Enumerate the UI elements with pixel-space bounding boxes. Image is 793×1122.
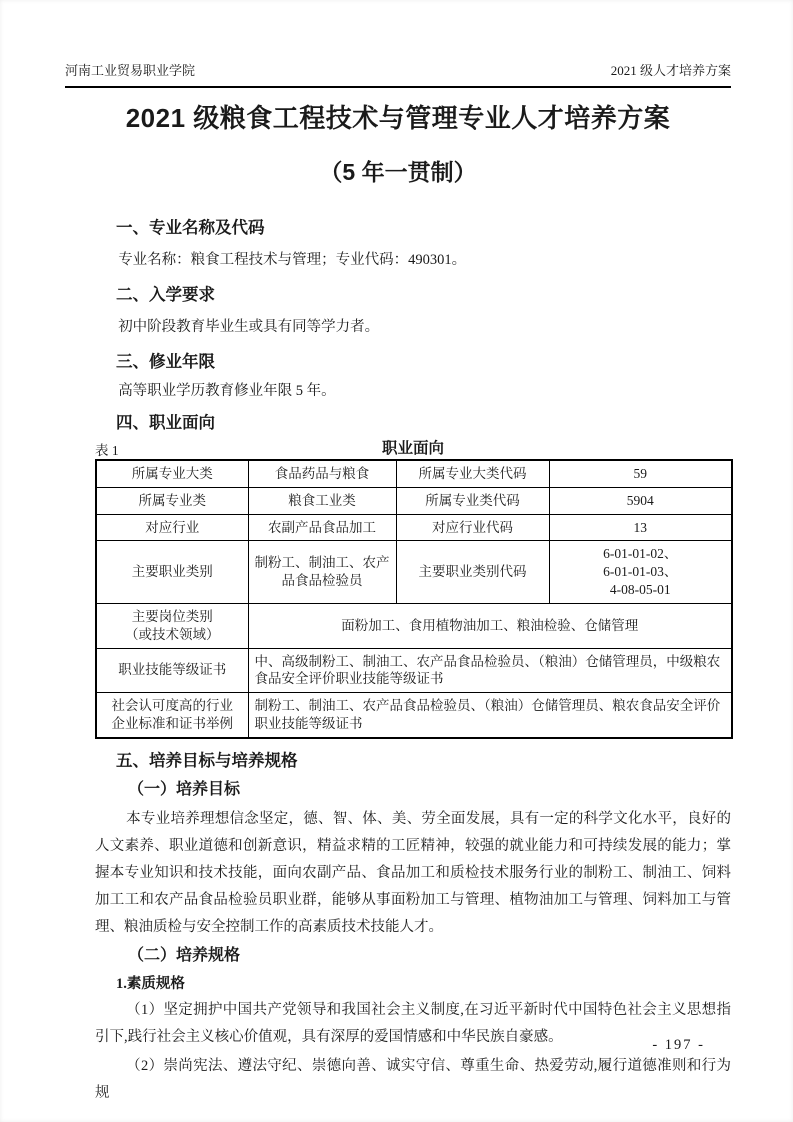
cell-label: 职业技能等级证书 bbox=[96, 648, 248, 693]
text-quality-spec-2: （2）崇尚宪法、遵法守纪、崇德向善、诚实守信、尊重生命、热爱劳动,履行道德准则和行为规 bbox=[95, 1057, 731, 1101]
text-entry-requirement: 初中阶段教育毕业生或具有同等学力者。 bbox=[118, 319, 380, 335]
cell-value: 农副产品食品加工 bbox=[248, 514, 396, 541]
cell-label: 主要职业类别 bbox=[96, 541, 248, 603]
cell-value: 制粉工、制油工、农产品食品检验员 bbox=[248, 541, 396, 603]
heading-quality-specs: 1.素质规格 bbox=[116, 975, 185, 992]
cell-code-value: 5904 bbox=[549, 487, 732, 514]
cell-code-label: 对应行业代码 bbox=[396, 514, 549, 541]
cell-code-label: 所属专业类代码 bbox=[396, 487, 549, 514]
cell-label: 所属专业类 bbox=[96, 487, 248, 514]
cell-label: 对应行业 bbox=[96, 514, 248, 541]
cell-code-value: 13 bbox=[549, 514, 732, 541]
table-number-label: 表 1 bbox=[95, 443, 119, 458]
heading-training-specs: （二）培养规格 bbox=[128, 946, 241, 964]
page-subtitle: （5 年一贯制） bbox=[319, 159, 477, 185]
cell-label: 主要岗位类别 （或技术领域） bbox=[96, 603, 248, 648]
header-school-name: 河南工业贸易职业学院 bbox=[65, 63, 196, 78]
cell-value: 食品药品与粮食 bbox=[248, 460, 396, 487]
heading-study-duration: 三、修业年限 bbox=[116, 353, 215, 371]
career-orientation-table bbox=[95, 459, 733, 739]
cell-label: 社会认可度高的行业 企业标准和证书举例 bbox=[96, 693, 248, 738]
table-row bbox=[96, 541, 732, 603]
table-row bbox=[96, 693, 732, 738]
heading-training-objectives: （一）培养目标 bbox=[128, 780, 241, 798]
page-number: - 197 - bbox=[652, 1037, 705, 1053]
table-row bbox=[96, 487, 732, 514]
text-quality-spec-1: （1）坚定拥护中国共产党领导和我国社会主义制度,在习近平新时代中国特色社会主义思想指引下,践行社会主义核心价值观，具有深厚的爱国情感和中华民族自豪感。 bbox=[95, 1001, 731, 1045]
header-doc-title: 2021 级人才培养方案 bbox=[610, 63, 731, 78]
cell-code-value: 6-01-01-02、 6-01-01-03、 4-08-05-01 bbox=[549, 541, 732, 603]
page-header bbox=[65, 62, 731, 80]
heading-training-objectives-specs: 五、培养目标与培养规格 bbox=[116, 751, 298, 770]
text-training-objectives: 本专业培养理想信念坚定，德、智、体、美、劳全面发展，具有一定的科学文化水平，良好的人文素养、职业道德和创新意识，精益求精的工匠精神，较强的就业能力和可持续发展的能力；掌握本专业知识和技术技能，面向农副产品、食品加工和质检技术服务行业的制粉工、制油工、饲料加工工和农产品食品检验员职业群，能够从事面粉加工与管理、植物油加工与管理、饲料加工与管理、粮油质检与安全控制工作的高素质技术技能人才。 bbox=[95, 810, 731, 935]
cell-code-label: 所属专业大类代码 bbox=[396, 460, 549, 487]
table-row bbox=[96, 460, 732, 487]
table-row bbox=[96, 648, 732, 693]
cell-code-label: 主要职业类别代码 bbox=[396, 541, 549, 603]
cell-span-value: 制粉工、制油工、农产品食品检验员、（粮油）仓储管理员、粮农食品安全评价职业技能等级证书 bbox=[248, 693, 732, 738]
table-caption: 职业面向 bbox=[381, 440, 444, 457]
table-row bbox=[96, 514, 732, 541]
header-rule bbox=[65, 86, 731, 88]
cell-code-value: 59 bbox=[549, 460, 732, 487]
text-study-duration: 高等职业学历教育修业年限 5 年。 bbox=[118, 383, 336, 399]
text-major-name-code: 专业名称：粮食工程技术与管理；专业代码：490301。 bbox=[118, 252, 467, 268]
cell-span-value: 面粉加工、食用植物油加工、粮油检验、仓储管理 bbox=[248, 603, 732, 648]
heading-major-name-code: 一、专业名称及代码 bbox=[116, 219, 265, 237]
cell-label: 所属专业大类 bbox=[96, 460, 248, 487]
document-body bbox=[95, 217, 731, 1107]
table-row bbox=[96, 603, 732, 648]
page-title: 2021 级粮食工程技术与管理专业人才培养方案 bbox=[125, 103, 671, 133]
heading-entry-requirement: 二、入学要求 bbox=[116, 286, 215, 304]
table-caption-row bbox=[95, 438, 731, 459]
heading-career-orientation: 四、职业面向 bbox=[116, 414, 215, 432]
cell-span-value: 中、高级制粉工、制油工、农产品食品检验员、（粮油）仓储管理员，中级粮农食品安全评价职业技能等级证书 bbox=[248, 648, 732, 693]
cell-value: 粮食工业类 bbox=[248, 487, 396, 514]
